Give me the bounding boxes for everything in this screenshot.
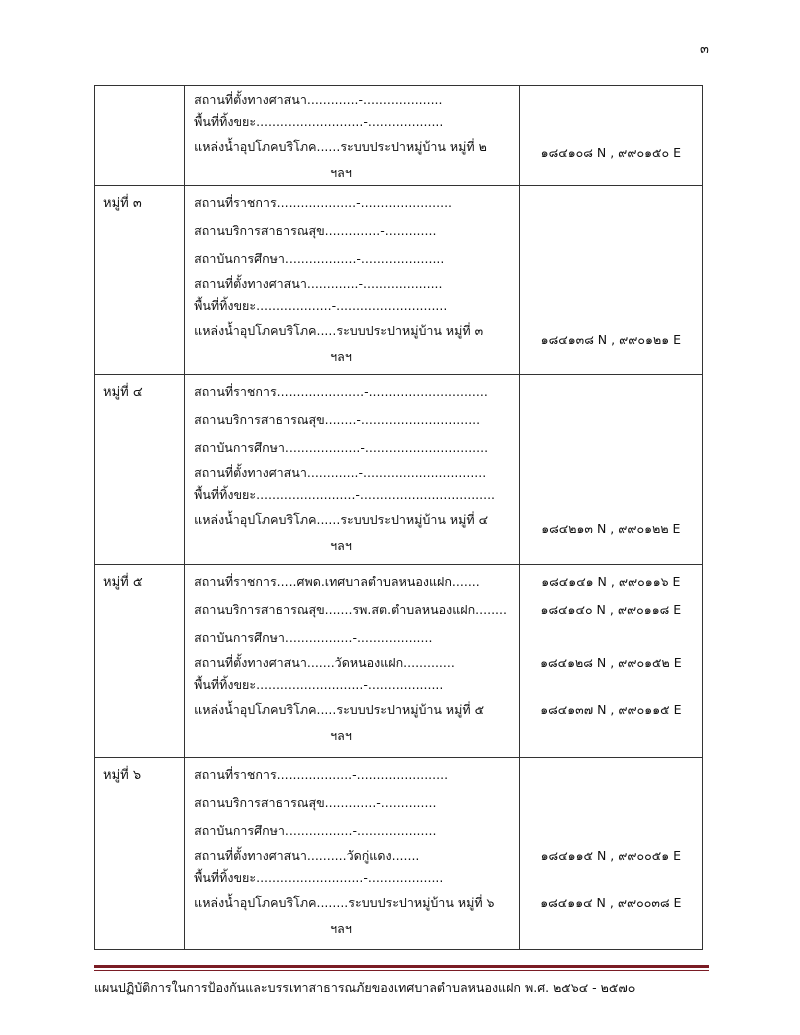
table-row-village-5 xyxy=(95,565,703,758)
coordinate-value: ๑๘๔๑๔๐ N , ๙๙๐๑๑๘ E xyxy=(540,602,682,617)
list-item-continuation: ฯลฯ xyxy=(330,538,352,553)
village-cell xyxy=(95,86,185,186)
list-item: แหล่งน้ำอุปโภคบริโภค......ระบบประปาหมู่บ้าน หมู่ที่ ๔ xyxy=(194,512,489,527)
list-item: สถานบริการสาธารณสุข.............-.............. xyxy=(194,795,437,810)
coordinate-value: ๑๘๔๑๐๘ N , ๙๙๐๑๕๐ E xyxy=(540,145,681,160)
items-cell xyxy=(185,86,520,186)
table-row-continuation xyxy=(95,86,703,186)
coordinate-value: ๑๘๔๑๑๔ N , ๙๙๐๐๓๘ E xyxy=(540,895,682,910)
list-item: พื้นที่ทิ้งขยะ...................-............................ xyxy=(194,298,448,313)
village-cell xyxy=(95,186,185,375)
coordinate-value: ๑๘๔๑๓๗ N , ๙๙๐๑๑๕ E xyxy=(540,702,682,717)
list-item: แหล่งน้ำอุปโภคบริโภค........ระบบประปาหมู่บ้าน หมู่ที่ ๖ xyxy=(194,895,495,910)
coords-cell xyxy=(519,86,702,186)
list-item: สถานที่ราชการ.....ศพด.เทศบาลตำบลหนองแฝก....... xyxy=(194,574,480,589)
list-item: สถานที่ตั้งทางศาสนา.............-............................... xyxy=(194,465,487,480)
coordinate-value: ๑๘๔๑๔๑ N , ๙๙๐๑๑๖ E xyxy=(541,574,681,589)
village-label: หมู่ที่ ๔ xyxy=(103,385,143,400)
coordinate-value: ๑๘๔๒๑๓ N , ๙๙๐๑๒๒ E xyxy=(541,521,681,536)
list-item: แหล่งน้ำอุปโภคบริโภค......ระบบประปาหมู่บ้าน หมู่ที่ ๒ xyxy=(194,139,487,154)
village-facilities-table xyxy=(94,85,703,950)
list-item: พื้นที่ทิ้งขยะ...........................-................... xyxy=(194,114,444,129)
list-item: แหล่งน้ำอุปโภคบริโภค.....ระบบประปาหมู่บ้าน หมู่ที่ ๓ xyxy=(194,323,484,338)
village-label: หมู่ที่ ๖ xyxy=(103,768,142,783)
coordinate-value: ๑๘๔๑๑๕ N , ๙๙๐๐๕๑ E xyxy=(540,848,682,863)
list-item: สถานที่ตั้งทางศาสนา.............-.................... xyxy=(194,92,443,107)
coords-cell xyxy=(519,758,702,950)
footer-divider-thin xyxy=(94,970,709,971)
list-item: สถานที่ราชการ......................-.............................. xyxy=(194,384,488,399)
coordinate-value: ๑๘๔๑๓๘ N , ๙๙๐๑๒๑ E xyxy=(540,332,681,347)
list-item: สถานบริการสาธารณสุข..............-............. xyxy=(194,223,437,238)
list-item: พื้นที่ทิ้งขยะ...........................-................... xyxy=(194,870,444,885)
village-label: หมู่ที่ ๓ xyxy=(103,196,142,211)
list-item: สถานที่ราชการ...................-....................... xyxy=(194,767,449,782)
village-label: หมู่ที่ ๕ xyxy=(103,575,143,590)
items-cell xyxy=(185,758,520,950)
list-item: สถานที่ตั้งทางศาสนา..........วัดกู่แดง....... xyxy=(194,848,420,863)
coords-cell xyxy=(519,565,702,758)
footer-title: แผนปฏิบัติการในการป้องกันและบรรเทาสาธารณภัยของเทศบาลตำบลหนองแฝก พ.ศ. ๒๕๖๔ - ๒๕๗๐ xyxy=(94,980,636,995)
list-item: สถาบันการศึกษา.................-.................... xyxy=(194,823,437,838)
items-cell xyxy=(185,565,520,758)
list-item-continuation: ฯลฯ xyxy=(330,921,352,936)
list-item: แหล่งน้ำอุปโภคบริโภค.....ระบบประปาหมู่บ้าน หมู่ที่ ๕ xyxy=(194,702,485,717)
list-item: สถานที่ตั้งทางศาสนา.......วัดหนองแฝก............. xyxy=(194,655,455,670)
village-cell xyxy=(95,758,185,950)
village-cell xyxy=(95,565,185,758)
table-row-village-6 xyxy=(95,758,703,950)
list-item: สถานบริการสาธารณสุข........-.............................. xyxy=(194,412,481,427)
items-cell xyxy=(185,186,520,375)
list-item-continuation: ฯลฯ xyxy=(330,165,352,180)
list-item: สถาบันการศึกษา.................-................... xyxy=(194,630,433,645)
list-item: พื้นที่ทิ้งขยะ...........................-................... xyxy=(194,677,444,692)
coords-cell xyxy=(519,375,702,565)
table-row-village-4 xyxy=(95,375,703,565)
list-item: สถานบริการสาธารณสุข.......รพ.สต.ตำบลหนองแฝก........ xyxy=(194,602,507,617)
coords-cell xyxy=(519,186,702,375)
page-number: ๓ xyxy=(700,42,709,57)
list-item: สถานที่ตั้งทางศาสนา.............-.................... xyxy=(194,276,443,291)
items-cell xyxy=(185,375,520,565)
table-row-village-3 xyxy=(95,186,703,375)
footer-divider xyxy=(94,965,709,968)
village-cell xyxy=(95,375,185,565)
list-item-continuation: ฯลฯ xyxy=(330,349,352,364)
list-item: สถาบันการศึกษา..................-..................... xyxy=(194,251,445,266)
list-item-continuation: ฯลฯ xyxy=(330,728,352,743)
coordinate-value: ๑๘๔๑๒๘ N , ๙๙๐๑๕๒ E xyxy=(540,655,682,670)
list-item: พื้นที่ทิ้งขยะ.........................-.................................. xyxy=(194,487,496,502)
list-item: สถานที่ราชการ....................-....................... xyxy=(194,195,453,210)
list-item: สถาบันการศึกษา...................-............................... xyxy=(194,440,489,455)
